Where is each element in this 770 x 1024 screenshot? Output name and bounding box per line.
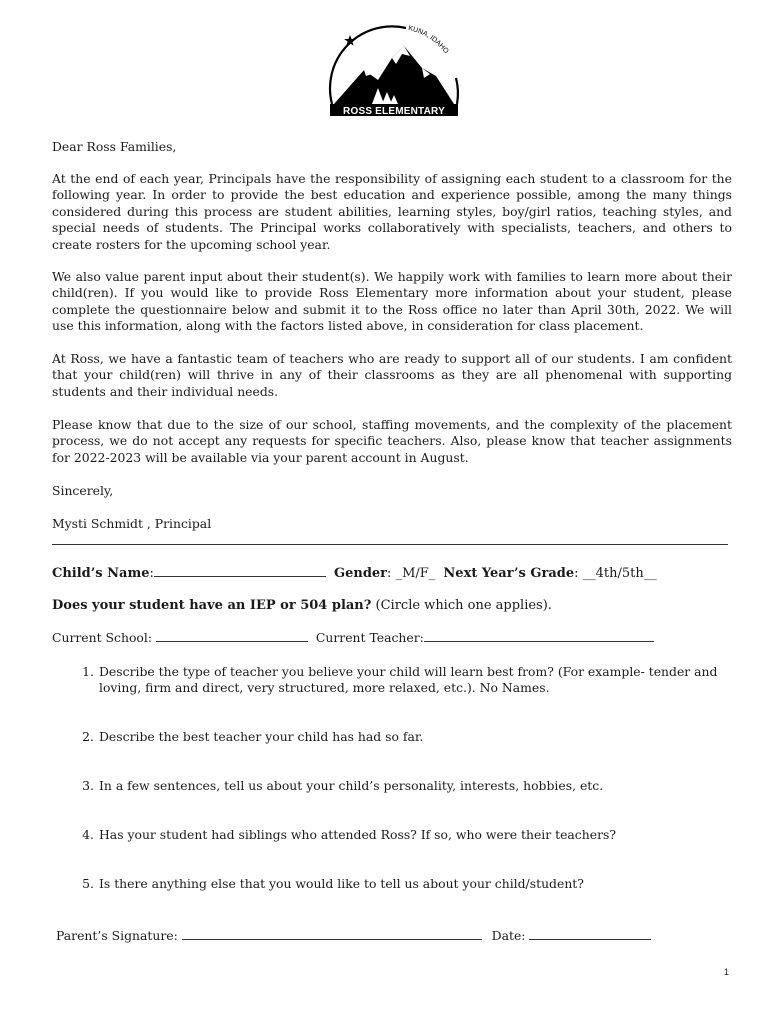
question-text: In a few sentences, tell us about your child’s personality, interests, hobbies, etc. [99,778,604,793]
mountain-logo-icon [326,18,462,120]
principal-signature: Mysti Schmidt , Principal [52,516,212,531]
question-text: Is there anything else that you would like to tell us about your child/student? [99,876,584,891]
iep-instruction: (Circle which one applies). [375,598,552,613]
iep-row [52,598,742,614]
child-info-row: Child’s Name: Gender: _M/F_ Next Year’s Grade: __4th/5th__ [52,566,657,581]
current-school-row [52,630,742,646]
closing: Sincerely, [52,483,114,498]
next-grade-options[interactable]: __4th/5th__ [582,566,657,581]
letter-paragraph: At Ross, we have a fantastic team of teachers who are ready to support all of our students. I am confident that your child(ren) will thrive in any of their classrooms as they are all phenomenal with supporting students and their individual needs. [52,351,732,399]
parent-signature-field[interactable] [182,928,482,940]
greeting: Dear Ross Families, [52,139,177,154]
school-name: ROSS ELEMENTARY [343,106,445,117]
child-name-field[interactable] [154,565,326,577]
current-teacher-label: Current Teacher: [315,630,424,645]
date-field[interactable] [529,928,651,940]
question-text: Describe the best teacher your child has had so far. [99,729,424,744]
letter-paragraph: At the end of each year, Principals have the responsibility of assigning each student to a classroom for the following year. In order to provide the best education and experience possible, among the many things considered during this process are student abilities, learning styles, boy/girl ratios, teaching styles, and special needs of students. The Principal works collaboratively with specialists, teachers, and others to create rosters for the upcoming school year. [52,171,732,252]
letter-paragraph: Please know that due to the size of our school, staffing movements, and the complexity of the placement process, we do not accept any requests for specific teachers. Also, please know that teacher assignments for 2022-2023 will be available via your parent account in August. [52,417,732,465]
child-name-label: Child’s Name [52,566,150,581]
current-school-field[interactable] [156,630,308,642]
iep-question: Does your student have an IEP or 504 plan? [52,598,372,613]
question-text: Describe the type of teacher you believe your child will learn best from? (For example- tender and loving, firm and direct, very structured, more relaxed, etc.). No Names. [99,664,718,696]
signature-date-row [56,928,651,943]
document-page: KUNA, IDAHO ROSS ELEMENTARY Dear Ross Families, At the end of each year, Principals have the responsibility of assigning each student to a classroom for the following year. In order to provide the best education and experience possible, among the many things considered during this process are student abilities, learning styles, boy/girl ratios, teaching styles, and special needs of students. The Principal works collaboratively with specialists, teachers, and others to create rosters for the upcoming school year. We also value parent input about their student(s). We happily work with families to learn more about their child(ren). If you would like to provide Ross Elementary more information about your student, please complete the questionnaire below and submit it to the Ross office no later than April 30th, 2022. We will use this information, along with the factors listed above, in consideration for class placement. At Ross, we have a fantastic team of teachers who are ready to support all of our students. I am confident that your child(ren) will thrive in any of their classrooms as they are all phenomenal with supporting students and their individual needs. Please know that due to the size of our school, staffing movements, and the complexity of the placement process, we do not accept any requests for specific teachers. Also, please know that teacher assignments for 2022-2023 will be available via your parent account in August. Sincerely, Mysti Schmidt , Principal Child’s Name: Gender: _M/F_ Next Year’s Grade: __4th/5th__ Does your student have an IEP or 504 plan? (Circle which one applies). Current School: Current Teacher: 1. Describe the type of teacher you believe your child will learn best from? (For example- tender and loving, firm and direct, very structured, more relaxed, etc.). No Names. 2. Describe the best teacher your child has had so far. 3. In a few sentences, tell us about your child’s personality, interests, hobbies, etc. 4. Has your student had siblings who attended Ross? If so, who were their teachers? 5. Is there anything else that you would like to tell us about your child/student? Parent’s Signature: Date: 1 [0,0,770,1024]
gender-options[interactable]: _M/F_ [395,566,436,581]
location-arc-text: KUNA, IDAHO [407,25,450,56]
gender-label: Gender [334,566,388,581]
current-teacher-field[interactable] [424,630,654,642]
divider [52,544,728,545]
date-label: Date: [491,928,526,943]
next-grade-label: Next Year’s Grade [443,566,575,581]
question-text: Has your student had siblings who attended Ross? If so, who were their teachers? [99,827,616,842]
letter-paragraph: We also value parent input about their student(s). We happily work with families to learn more about their child(ren). If you would like to provide Ross Elementary more information about your student, please complete the questionnaire below and submit it to the Ross office no later than April 30th, 2022. We will use this information, along with the factors listed above, in consideration for class placement. [52,269,732,334]
parent-signature-label: Parent’s Signature: [56,928,178,943]
current-school-label: Current School: [52,630,153,645]
page-number: 1 [724,967,730,977]
